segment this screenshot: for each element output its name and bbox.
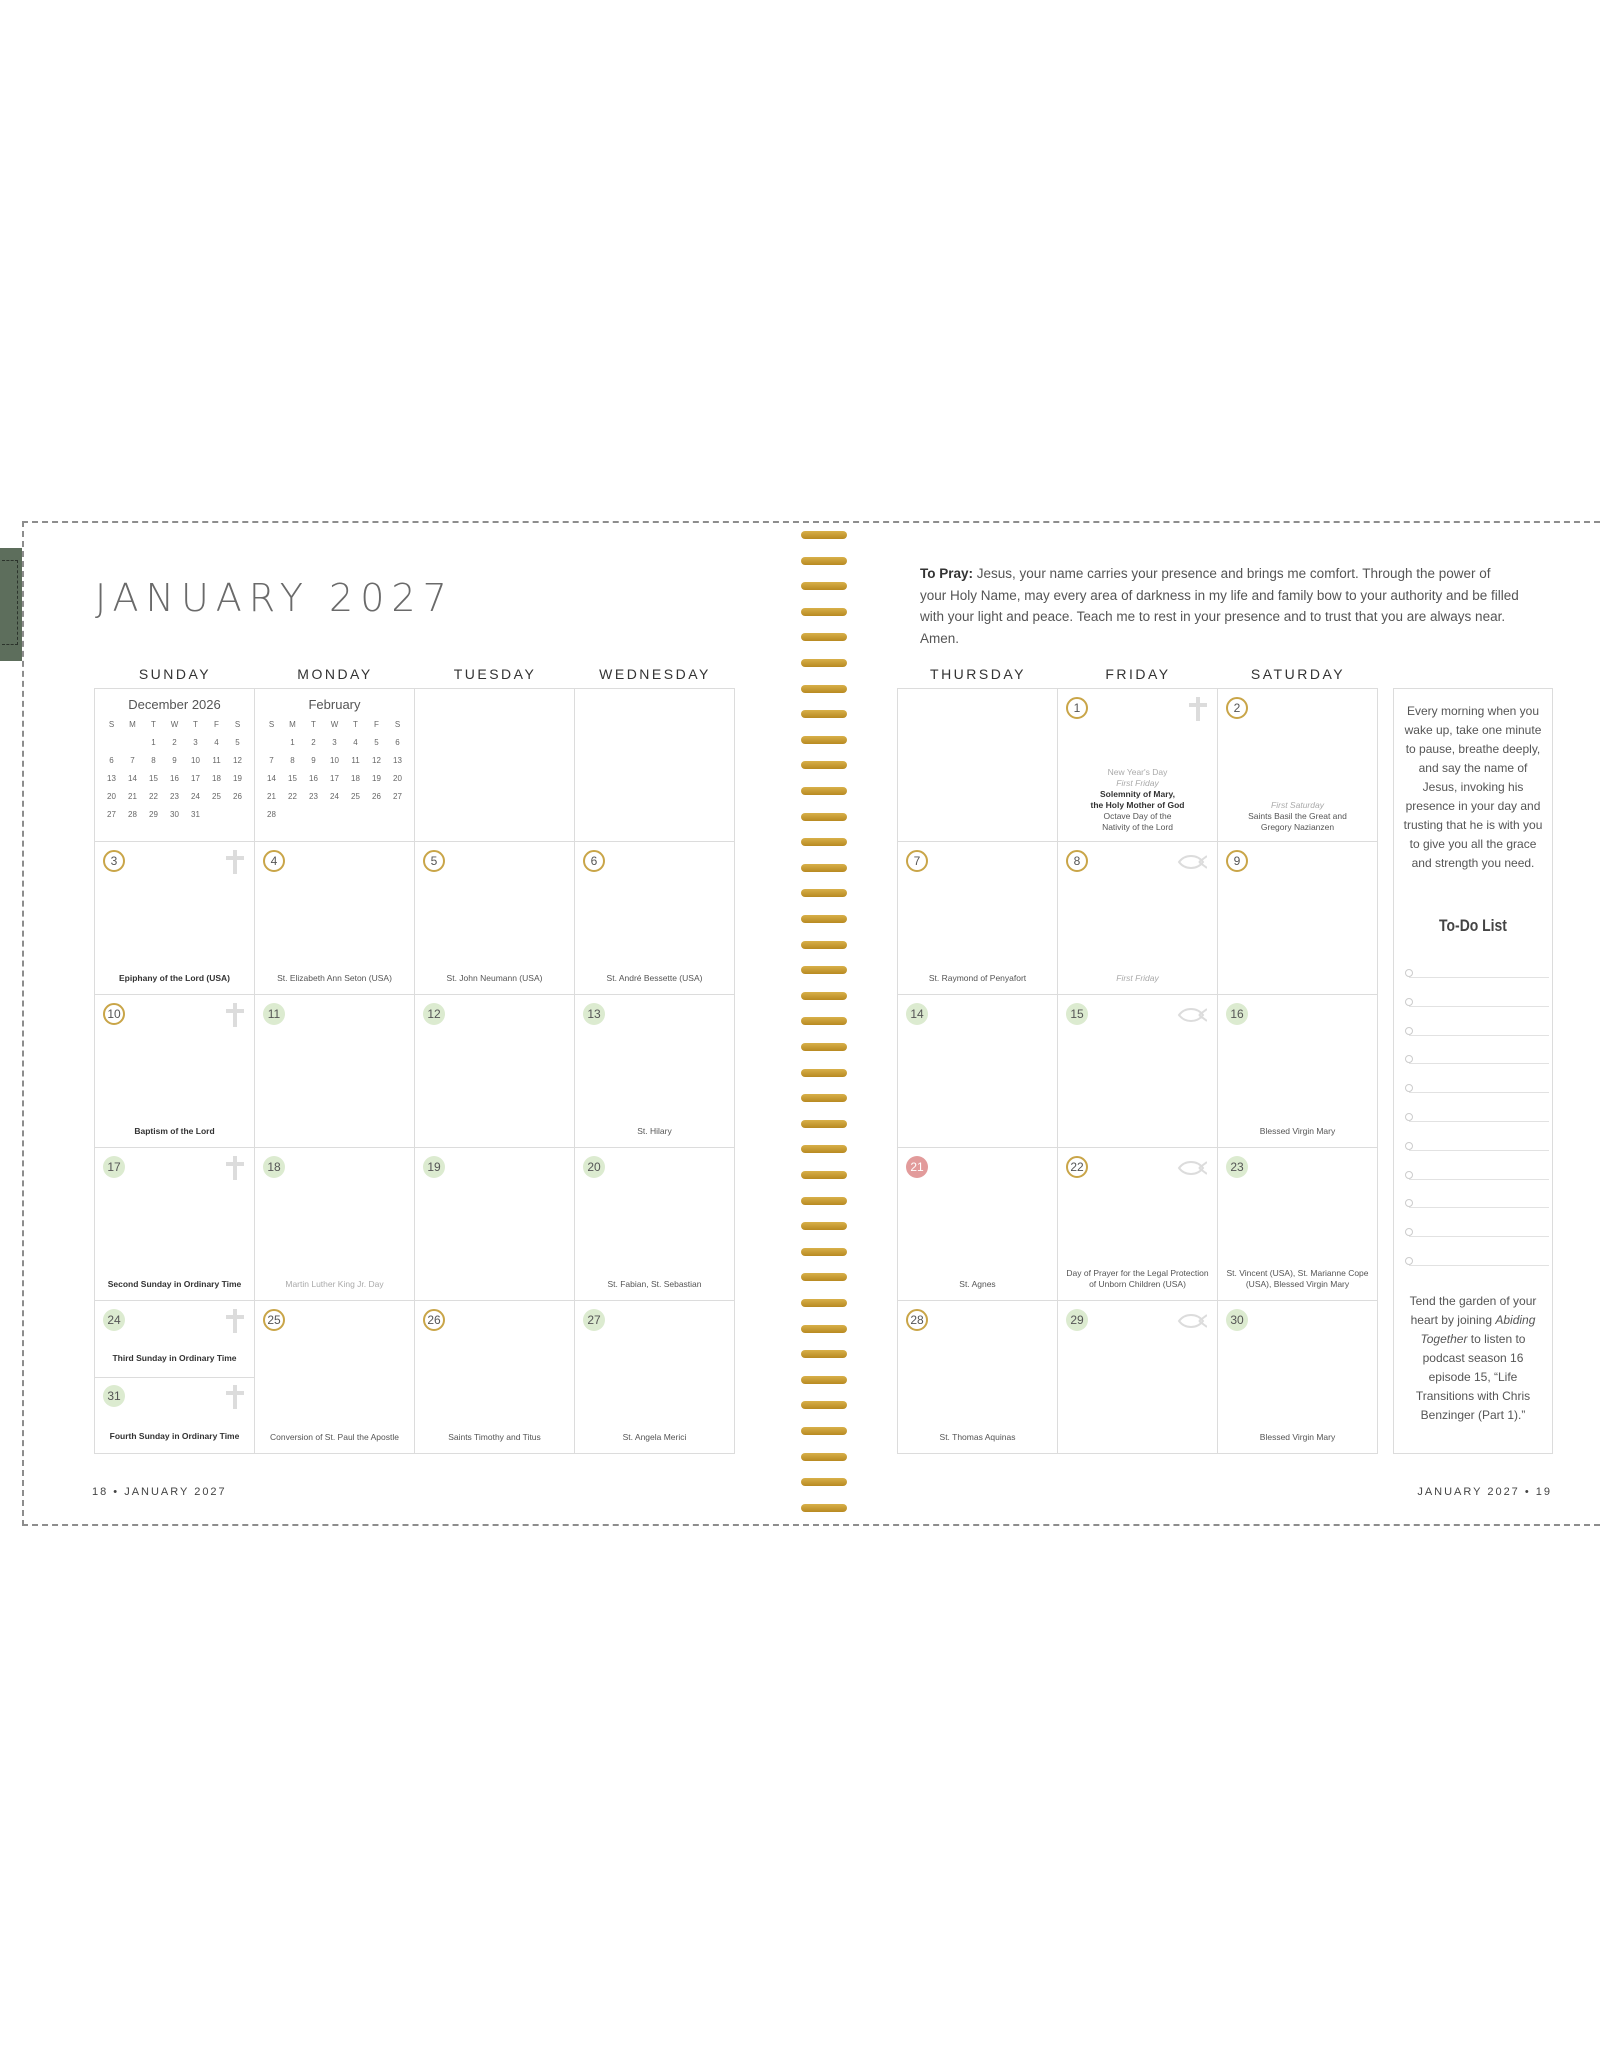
mini-day: 26 xyxy=(233,792,242,801)
day-cell-25[interactable] xyxy=(255,1301,415,1454)
day-cell-1[interactable] xyxy=(1058,689,1218,842)
day-cell-26[interactable] xyxy=(415,1301,575,1454)
mini-day xyxy=(345,808,366,821)
mini-calendar-title: December 2026 xyxy=(128,697,221,712)
todo-item[interactable] xyxy=(1409,1207,1549,1208)
day-number: 5 xyxy=(423,850,445,872)
mini-weekday: T xyxy=(193,720,198,729)
day-number: 30 xyxy=(1226,1309,1248,1331)
day-note: St. Vincent (USA), St. Marianne Cope (USA), Blessed Virgin Mary xyxy=(1226,1268,1369,1289)
spiral-ring xyxy=(801,761,847,769)
mini-day: 27 xyxy=(107,810,116,819)
day-header-saturday: SATURDAY xyxy=(1250,666,1346,682)
sidebar-podcast-note xyxy=(1401,1292,1545,1425)
mini-weekday: T xyxy=(311,720,316,729)
spiral-ring xyxy=(801,736,847,744)
cross-icon xyxy=(226,1003,244,1027)
note-line: First Friday xyxy=(1116,778,1159,788)
spiral-ring xyxy=(801,915,847,923)
todo-item[interactable] xyxy=(1409,1236,1549,1237)
mini-day: 14 xyxy=(267,774,276,783)
spiral-ring xyxy=(801,1478,847,1486)
mini-day: 1 xyxy=(290,738,295,747)
spiral-ring xyxy=(801,838,847,846)
note-line: Gregory Nazianzen xyxy=(1260,822,1335,832)
day-cell-22[interactable] xyxy=(1058,1148,1218,1301)
mini-day: 9 xyxy=(172,756,177,765)
prayer-label: To Pray: xyxy=(920,566,974,581)
spiral-ring xyxy=(801,659,847,667)
day-number: 14 xyxy=(906,1003,928,1025)
spiral-ring xyxy=(801,1376,847,1384)
day-note: St. Thomas Aquinas xyxy=(939,1432,1016,1442)
day-note: St. Fabian, St. Sebastian xyxy=(607,1279,702,1289)
mini-calendar-grid xyxy=(261,718,408,821)
spiral-ring xyxy=(801,1504,847,1512)
mini-day: 24 xyxy=(191,792,200,801)
mini-day xyxy=(282,808,303,821)
fish-icon xyxy=(1177,854,1207,870)
todo-item[interactable] xyxy=(1409,1121,1549,1122)
day-header-friday: FRIDAY xyxy=(1105,666,1171,682)
mini-day xyxy=(303,808,324,821)
mini-weekday: F xyxy=(374,720,379,729)
todo-item[interactable] xyxy=(1409,1063,1549,1064)
day-cell-11[interactable] xyxy=(255,995,415,1148)
right-calendar-grid xyxy=(897,688,1378,1454)
mini-weekday: S xyxy=(394,720,401,729)
spiral-ring xyxy=(801,864,847,872)
podcast-name: Abiding Together xyxy=(1420,1313,1536,1346)
day-cell-9[interactable] xyxy=(1218,842,1378,995)
empty-cell xyxy=(415,689,575,842)
day-cell-6[interactable] xyxy=(575,842,735,995)
spiral-ring xyxy=(801,1171,847,1179)
todo-checkbox[interactable] xyxy=(1405,969,1413,977)
day-number: 19 xyxy=(423,1156,445,1178)
day-cell-28[interactable] xyxy=(898,1301,1058,1454)
day-header-sunday: SUNDAY xyxy=(138,666,212,682)
mini-day: 4 xyxy=(353,738,358,747)
mini-day: 18 xyxy=(212,774,221,783)
day-number: 12 xyxy=(423,1003,445,1025)
spiral-ring xyxy=(801,531,847,539)
day-cell-18[interactable] xyxy=(255,1148,415,1301)
day-cell-29[interactable] xyxy=(1058,1301,1218,1454)
day-header-thursday: THURSDAY xyxy=(930,666,1026,682)
day-cell-14[interactable] xyxy=(898,995,1058,1148)
day-number: 15 xyxy=(1066,1003,1088,1025)
mini-day: 14 xyxy=(128,774,137,783)
todo-item[interactable] xyxy=(1409,1265,1549,1266)
mini-day: 26 xyxy=(372,792,381,801)
spiral-ring xyxy=(801,557,847,565)
mini-weekday: W xyxy=(330,720,339,729)
day-note: St. John Neumann (USA) xyxy=(446,973,543,983)
mini-day: 2 xyxy=(172,738,177,747)
mini-day: 20 xyxy=(393,774,402,783)
mini-weekday: F xyxy=(214,720,219,729)
spiral-ring xyxy=(801,1427,847,1435)
spiral-ring xyxy=(801,1299,847,1307)
mini-day: 5 xyxy=(235,738,240,747)
mini-calendar-title: February xyxy=(308,697,361,712)
day-number: 16 xyxy=(1226,1003,1248,1025)
spiral-ring xyxy=(801,1069,847,1077)
mini-weekday: T xyxy=(353,720,358,729)
day-note: St. André Bessette (USA) xyxy=(606,973,703,983)
day-note xyxy=(1224,800,1371,833)
mini-calendar-grid xyxy=(101,718,248,821)
day-cell-8[interactable] xyxy=(1058,842,1218,995)
spiral-ring xyxy=(801,710,847,718)
day-number: 20 xyxy=(583,1156,605,1178)
todo-item[interactable] xyxy=(1409,977,1549,978)
mini-day: 3 xyxy=(332,738,337,747)
todo-checkbox[interactable] xyxy=(1405,1113,1413,1121)
day-note: Baptism of the Lord xyxy=(134,1126,215,1136)
spiral-ring xyxy=(801,1043,847,1051)
day-number: 3 xyxy=(103,850,125,872)
note-line: Nativity of the Lord xyxy=(1102,822,1173,832)
mini-day: 9 xyxy=(311,756,316,765)
day-number: 11 xyxy=(263,1003,285,1025)
mini-calendar-february xyxy=(255,689,415,842)
spiral-ring xyxy=(801,1120,847,1128)
day-cell-20[interactable] xyxy=(575,1148,735,1301)
day-note: Epiphany of the Lord (USA) xyxy=(119,973,230,983)
spiral-binding xyxy=(801,531,847,1516)
spiral-ring xyxy=(801,1273,847,1281)
day-note: Conversion of St. Paul the Apostle xyxy=(270,1432,399,1442)
todo-item[interactable] xyxy=(1409,1092,1549,1093)
day-number: 23 xyxy=(1226,1156,1248,1178)
mini-day: 22 xyxy=(149,792,158,801)
mini-day: 15 xyxy=(288,774,297,783)
left-calendar-grid xyxy=(94,688,735,1454)
mini-day: 15 xyxy=(149,774,158,783)
fish-icon xyxy=(1177,1160,1207,1176)
day-number: 29 xyxy=(1066,1309,1088,1331)
day-cell-2[interactable] xyxy=(1218,689,1378,842)
day-note: Blessed Virgin Mary xyxy=(1259,1126,1336,1136)
mini-day: 2 xyxy=(311,738,316,747)
page-footer-left: 18 • JANUARY 2027 xyxy=(92,1486,227,1498)
spiral-ring xyxy=(801,966,847,974)
mini-day: 10 xyxy=(191,756,200,765)
spiral-ring xyxy=(801,992,847,1000)
day-note xyxy=(1064,767,1211,833)
spiral-ring xyxy=(801,1453,847,1461)
day-cell-10[interactable] xyxy=(95,995,255,1148)
day-number: 9 xyxy=(1226,850,1248,872)
mini-day: 13 xyxy=(393,756,402,765)
todo-checkbox[interactable] xyxy=(1405,1257,1413,1265)
mini-day: 12 xyxy=(233,756,242,765)
day-number: 26 xyxy=(423,1309,445,1331)
day-number: 6 xyxy=(583,850,605,872)
day-number: 4 xyxy=(263,850,285,872)
mini-day xyxy=(101,736,122,749)
day-number: 7 xyxy=(906,850,928,872)
sidebar-tip: Every morning when you wake up, take one minute to pause, breathe deeply, and say the name of Jesus, invoking his presence in your day and trusting that he is with you to give you all the grace and strength you need. xyxy=(1403,704,1543,870)
day-header-wednesday: WEDNESDAY xyxy=(599,666,711,682)
note-line: New Year's Day xyxy=(1107,767,1168,777)
mini-weekday: S xyxy=(234,720,241,729)
page-footer-right: JANUARY 2027 • 19 xyxy=(1417,1486,1552,1498)
day-cell-23[interactable] xyxy=(1218,1148,1378,1301)
podcast-text: Tend the garden of your heart by joining xyxy=(1409,1294,1537,1327)
day-cell-7[interactable] xyxy=(898,842,1058,995)
day-number: 28 xyxy=(906,1309,928,1331)
day-cell-21[interactable] xyxy=(898,1148,1058,1301)
mini-day: 8 xyxy=(151,756,156,765)
day-number: 8 xyxy=(1066,850,1088,872)
mini-day: 20 xyxy=(107,792,116,801)
day-cell-24-31[interactable] xyxy=(95,1301,255,1454)
mini-day xyxy=(206,808,227,821)
mini-weekday: M xyxy=(129,720,136,729)
day-number: 31 xyxy=(103,1385,125,1407)
mini-weekday: M xyxy=(289,720,296,729)
spiral-ring xyxy=(801,787,847,795)
day-number: 2 xyxy=(1226,697,1248,719)
spiral-ring xyxy=(801,941,847,949)
day-note: St. Angela Merici xyxy=(622,1432,687,1442)
cross-icon xyxy=(226,850,244,874)
mini-day: 28 xyxy=(267,810,276,819)
mini-day: 29 xyxy=(149,810,158,819)
day-cell-4[interactable] xyxy=(255,842,415,995)
mini-day: 19 xyxy=(233,774,242,783)
fish-icon xyxy=(1177,1007,1207,1023)
mini-day: 31 xyxy=(191,810,200,819)
mini-day: 10 xyxy=(330,756,339,765)
mini-day: 17 xyxy=(191,774,200,783)
day-cell-30[interactable] xyxy=(1218,1301,1378,1454)
todo-checkbox[interactable] xyxy=(1405,998,1413,1006)
mini-day xyxy=(227,808,248,821)
spiral-ring xyxy=(801,1222,847,1230)
todo-title: To-Do List xyxy=(1439,916,1507,935)
day-note: Blessed Virgin Mary xyxy=(1259,1432,1336,1442)
spiral-ring xyxy=(801,1145,847,1153)
day-cell-19[interactable] xyxy=(415,1148,575,1301)
mini-day: 12 xyxy=(372,756,381,765)
empty-cell xyxy=(898,689,1058,842)
cross-icon xyxy=(226,1385,244,1409)
spiral-ring xyxy=(801,1325,847,1333)
mini-day: 21 xyxy=(128,792,137,801)
spiral-ring xyxy=(801,1401,847,1409)
day-header-monday: MONDAY xyxy=(297,666,373,682)
day-number: 18 xyxy=(263,1156,285,1178)
mini-day: 6 xyxy=(395,738,400,747)
mini-day: 25 xyxy=(212,792,221,801)
day-header-tuesday: TUESDAY xyxy=(453,666,537,682)
todo-item[interactable] xyxy=(1409,1006,1549,1007)
todo-item[interactable] xyxy=(1409,1150,1549,1151)
mini-weekday: S xyxy=(108,720,115,729)
mini-day: 19 xyxy=(372,774,381,783)
mini-day: 7 xyxy=(130,756,135,765)
mini-day: 27 xyxy=(393,792,402,801)
mini-day xyxy=(122,736,143,749)
day-note: First Friday xyxy=(1116,973,1159,983)
day-cell-15[interactable] xyxy=(1058,995,1218,1148)
spiral-ring xyxy=(801,582,847,590)
mini-day: 22 xyxy=(288,792,297,801)
day-note: Saints Timothy and Titus xyxy=(448,1432,541,1442)
mini-day xyxy=(366,808,387,821)
day-note: St. Raymond of Penyafort xyxy=(928,973,1027,983)
mini-day: 30 xyxy=(170,810,179,819)
note-line: Octave Day of the xyxy=(1103,811,1172,821)
prayer-body: Jesus, your name carries your presence and brings me comfort. Through the power of your Holy Name, may every area of darkness in my life and family bow to your authority and be filled with your light and peace. Teach me to rest in your presence and to trust that you are always near. Amen. xyxy=(920,566,1519,646)
todo-item[interactable] xyxy=(1409,1035,1549,1036)
empty-cell xyxy=(575,689,735,842)
mini-day: 4 xyxy=(214,738,219,747)
day-number: 10 xyxy=(103,1003,125,1025)
note-line: Saints Basil the Great and xyxy=(1248,811,1347,821)
day-number: 21 xyxy=(906,1156,928,1178)
todo-checkbox[interactable] xyxy=(1405,1142,1413,1150)
prayer-text xyxy=(920,563,1520,649)
month-title: JANUARY 2027 xyxy=(95,576,454,620)
todo-item[interactable] xyxy=(1409,1179,1549,1180)
podcast-text: to listen to podcast season 16 episode 15, “Life Transitions with Chris Benzinger (Part 1).” xyxy=(1415,1332,1531,1422)
mini-day: 1 xyxy=(151,738,156,747)
note-line: Solemnity of Mary, xyxy=(1100,789,1175,799)
mini-day xyxy=(324,808,345,821)
spiral-ring xyxy=(801,1248,847,1256)
mini-weekday: T xyxy=(151,720,156,729)
mini-calendar-december xyxy=(95,689,255,842)
spiral-ring xyxy=(801,1017,847,1025)
spiral-ring xyxy=(801,685,847,693)
mini-day: 25 xyxy=(351,792,360,801)
day-cell-16[interactable] xyxy=(1218,995,1378,1148)
fish-icon xyxy=(1177,1313,1207,1329)
mini-day: 13 xyxy=(107,774,116,783)
day-number: 27 xyxy=(583,1309,605,1331)
day-cell-3[interactable] xyxy=(95,842,255,995)
day-number: 1 xyxy=(1066,697,1088,719)
month-tab-stitch xyxy=(2,560,18,645)
mini-day: 17 xyxy=(330,774,339,783)
day-note: St. Hilary xyxy=(637,1126,672,1136)
spiral-ring xyxy=(801,889,847,897)
spiral-ring xyxy=(801,633,847,641)
mini-day: 28 xyxy=(128,810,137,819)
day-note: St. Agnes xyxy=(959,1279,996,1289)
mini-day: 11 xyxy=(212,756,221,765)
cell-divider xyxy=(95,1377,254,1378)
mini-day: 24 xyxy=(330,792,339,801)
cross-icon xyxy=(226,1309,244,1333)
note-line: the Holy Mother of God xyxy=(1090,800,1185,810)
day-number: 24 xyxy=(103,1309,125,1331)
cross-icon xyxy=(226,1156,244,1180)
spiral-ring xyxy=(801,608,847,616)
spiral-ring xyxy=(801,813,847,821)
day-cell-12[interactable] xyxy=(415,995,575,1148)
todo-checkbox[interactable] xyxy=(1405,1171,1413,1179)
day-number: 17 xyxy=(103,1156,125,1178)
day-note: Second Sunday in Ordinary Time xyxy=(107,1279,242,1289)
day-note: St. Elizabeth Ann Seton (USA) xyxy=(277,973,392,983)
mini-day: 6 xyxy=(109,756,114,765)
day-cell-5[interactable] xyxy=(415,842,575,995)
mini-day: 7 xyxy=(269,756,274,765)
mini-weekday: S xyxy=(268,720,275,729)
spiral-ring xyxy=(801,1197,847,1205)
day-cell-27[interactable] xyxy=(575,1301,735,1454)
day-number: 25 xyxy=(263,1309,285,1331)
day-note: Martin Luther King Jr. Day xyxy=(285,1279,384,1289)
day-cell-17[interactable] xyxy=(95,1148,255,1301)
mini-day: 11 xyxy=(351,756,360,765)
mini-day xyxy=(261,736,282,749)
mini-day: 16 xyxy=(309,774,318,783)
mini-day: 23 xyxy=(309,792,318,801)
day-note: Fourth Sunday in Ordinary Time xyxy=(109,1431,240,1441)
mini-day: 21 xyxy=(267,792,276,801)
mini-day: 5 xyxy=(374,738,379,747)
day-cell-13[interactable] xyxy=(575,995,735,1148)
cross-icon xyxy=(1189,697,1207,721)
day-note: Day of Prayer for the Legal Protection of Unborn Children (USA) xyxy=(1066,1268,1209,1289)
mini-day: 8 xyxy=(290,756,295,765)
day-number: 13 xyxy=(583,1003,605,1025)
mini-day: 18 xyxy=(351,774,360,783)
mini-day xyxy=(387,808,408,821)
day-number: 22 xyxy=(1066,1156,1088,1178)
mini-day: 23 xyxy=(170,792,179,801)
note-line: First Saturday xyxy=(1271,800,1324,810)
spiral-ring xyxy=(801,1094,847,1102)
mini-day: 3 xyxy=(193,738,198,747)
mini-weekday: W xyxy=(170,720,179,729)
mini-day: 16 xyxy=(170,774,179,783)
spiral-ring xyxy=(801,1350,847,1358)
day-note: Third Sunday in Ordinary Time xyxy=(112,1353,237,1363)
todo-checkbox[interactable] xyxy=(1405,1027,1413,1035)
